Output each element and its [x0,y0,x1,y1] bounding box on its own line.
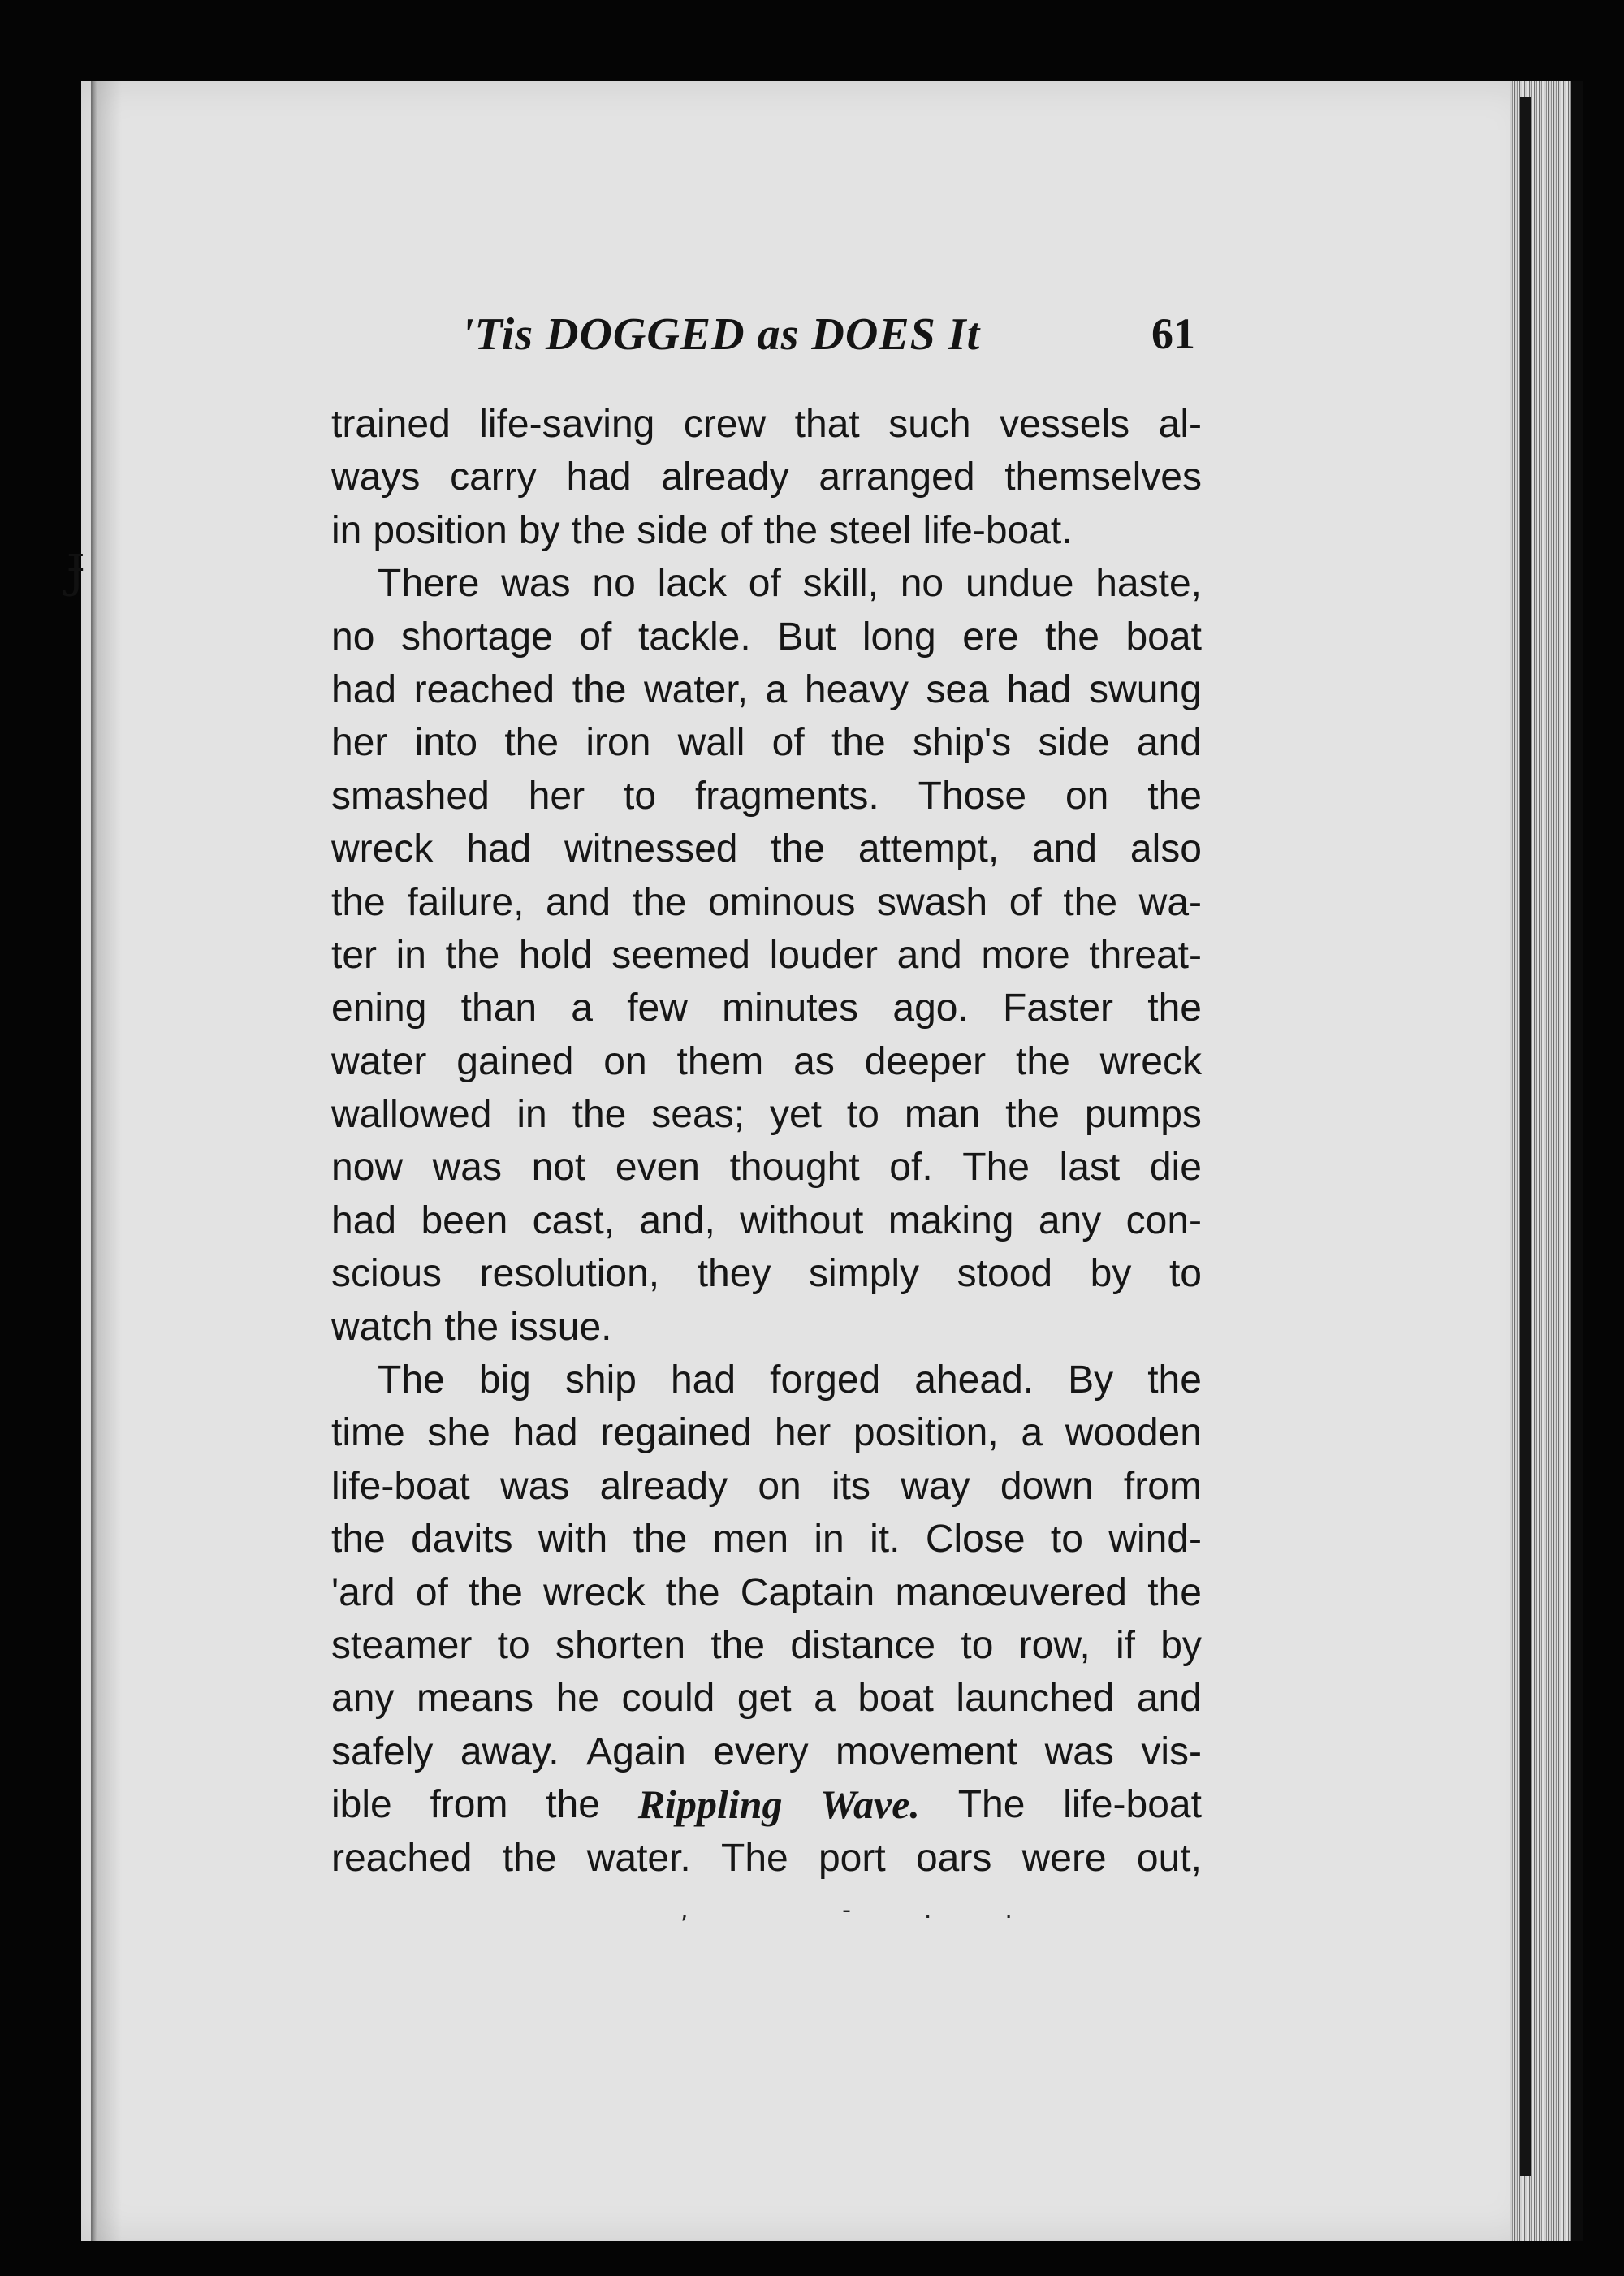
word: side [637,508,709,552]
word: skill, [802,562,879,606]
word: witnessed [564,827,738,871]
bleed-through-mark: Ɉ [67,546,85,598]
word: ship [564,1358,637,1402]
word: man [904,1093,981,1137]
word: shorten [555,1623,686,1667]
word: the [632,880,687,924]
word: into [414,721,478,765]
word: the [1005,1093,1060,1137]
word: time [331,1411,405,1455]
word: any [331,1677,395,1721]
word: the [546,1783,600,1827]
word: to [497,1623,530,1667]
word: the [444,1305,499,1349]
word: boat [1125,615,1202,659]
word: steel [829,508,912,552]
word: the [331,1518,386,1561]
word: life-saving [479,403,655,446]
word: without [740,1198,864,1242]
word: had [466,827,532,871]
word: water [331,1039,427,1083]
text-line [331,1513,1202,1566]
word: position, [853,1411,999,1455]
word: ening [331,987,427,1030]
word: were [1021,1836,1107,1880]
word: tackle. [637,615,751,659]
word: water, [643,667,749,711]
gutter-shadow [97,81,122,2241]
word: had [1006,667,1072,711]
word: no [331,615,375,659]
word: to [1050,1518,1083,1561]
word: Wave. [820,1781,920,1828]
word: in [814,1518,844,1561]
word: the [1016,1039,1070,1083]
text-line [331,1141,1202,1194]
page-header [461,309,1195,374]
left-page-edge [91,81,97,2241]
word: iron [585,721,651,765]
word: water. [586,1836,691,1880]
word: and [1032,827,1098,871]
text-line [331,1778,1202,1831]
text-line [331,1619,1202,1672]
word: regained [600,1411,753,1455]
word: the [1045,615,1099,659]
word: away. [460,1730,559,1773]
word: reached [413,667,555,711]
word: watch [331,1305,434,1349]
word: of [415,1570,448,1614]
word: a [571,987,593,1030]
word: the [763,508,818,552]
word: Again [586,1730,686,1773]
word: louder [769,933,879,977]
word: also [1129,827,1202,871]
text-line [331,1566,1202,1619]
word: the [572,667,627,711]
word: fragments. [694,774,879,818]
word: of. [889,1146,933,1190]
word: the [1147,1358,1202,1402]
word: themselves [1004,456,1202,499]
word: of [748,562,781,606]
word: al- [1158,403,1202,446]
text-line [331,1406,1202,1459]
word: By [1068,1358,1114,1402]
body-text [331,398,1202,1885]
word: side [1038,721,1110,765]
word: pumps [1084,1093,1202,1137]
word: of [579,615,612,659]
word: in [395,933,426,977]
word: from [1123,1464,1202,1508]
word: the [710,1623,766,1667]
text-line [331,770,1202,823]
word: such [888,403,971,446]
word: even [615,1146,700,1190]
word: them [676,1039,764,1083]
word: the [504,721,559,765]
word: the [1147,987,1202,1030]
word: distance [790,1623,936,1667]
word: resolution, [479,1252,660,1296]
word: the [1147,1570,1202,1614]
running-head: 'Tis DOGGED as DOES It [461,309,981,360]
word: her [774,1411,831,1455]
word: its [831,1464,871,1508]
text-line [331,451,1202,503]
text-line [331,1301,1202,1354]
word: a [765,667,788,711]
text-line [331,1672,1202,1725]
word: Rippling [637,1781,783,1828]
word: undue [965,562,1074,606]
word: sea [926,667,989,711]
word: by [518,508,560,552]
word: vis- [1141,1730,1202,1773]
text-line [331,1460,1202,1513]
word: out, [1136,1836,1202,1880]
word: ship's [912,721,1012,765]
word: that [794,403,860,446]
text-line [331,1247,1202,1300]
text-line [331,557,1202,610]
word: Close [925,1518,1026,1561]
word: life-boat. [922,508,1073,552]
word: wreck [543,1570,646,1614]
word: had [566,456,632,499]
word: could [621,1677,715,1721]
word: seemed [611,933,750,977]
word: and, [639,1198,715,1242]
word: in [516,1093,547,1137]
word: her [331,721,388,765]
word: way [901,1464,970,1508]
word: thought [729,1146,860,1190]
word: smashed [331,774,490,818]
ink-specks: , -.. [680,1896,1086,1924]
word: position [373,508,508,552]
word: ahead. [914,1358,1034,1402]
word: they [697,1252,771,1296]
word: row, [1018,1623,1091,1667]
word: reached [331,1836,473,1880]
book-spine-shadow [1520,97,1531,2176]
word: heavy [804,667,909,711]
word: life-boat [331,1464,470,1508]
word: the [633,1518,688,1561]
word: Faster [1003,987,1114,1030]
word: the [572,1093,627,1137]
word: already [599,1464,728,1508]
word: few [627,987,688,1030]
word: ominous [708,880,856,924]
word: minutes [722,987,859,1030]
word: launched [956,1677,1115,1721]
word: with [538,1518,608,1561]
word: the [331,880,386,924]
word: of [771,721,805,765]
word: seas; [651,1093,745,1137]
word: was [500,1464,570,1508]
word: lack [657,562,727,606]
text-line [331,1354,1202,1406]
word: wooden [1065,1411,1202,1455]
word: was [1044,1730,1114,1773]
word: gained [456,1039,574,1083]
word: a [814,1677,836,1721]
word: and [1136,1677,1202,1721]
word: scious [331,1252,443,1296]
word: now [331,1146,404,1190]
word: the [831,721,886,765]
word: any [1038,1198,1102,1242]
word: trained [331,403,451,446]
word: ter [331,933,378,977]
word: and [896,933,962,977]
word: on [1065,774,1109,818]
word: had [512,1411,578,1455]
text-line [331,1832,1202,1885]
word: on [603,1039,647,1083]
word: threat- [1089,933,1202,977]
word: the [771,827,826,871]
word: manœuvered [895,1570,1127,1614]
word: by [1090,1252,1132,1296]
word: to [846,1093,879,1137]
word: steamer [331,1623,473,1667]
text-line [331,663,1202,716]
text-line [331,876,1202,929]
word: cast, [532,1198,615,1242]
word: There [378,562,480,606]
word: movement [836,1730,1018,1773]
word: had [331,1198,397,1242]
word: of [1009,880,1042,924]
word: The [378,1358,445,1402]
word: the [571,508,626,552]
word: the [502,1836,557,1880]
word: by [1160,1623,1202,1667]
word: she [427,1411,490,1455]
book-spine-edge [1571,81,1583,2241]
word: yet [769,1093,822,1137]
text-line [331,1725,1202,1778]
text-line [331,823,1202,875]
word: The [721,1836,788,1880]
text-line [331,716,1202,769]
word: ere [962,615,1019,659]
word: been [421,1198,508,1242]
text-line [331,398,1202,451]
word: get [736,1677,792,1721]
word: of [719,508,753,552]
word: the [1063,880,1118,924]
word: than [460,987,538,1030]
word: attempt, [857,827,1000,871]
word: stood [957,1252,1053,1296]
page-number: 61 [1151,309,1195,358]
word: But [777,615,836,659]
text-line [331,504,1202,557]
word: shortage [400,615,553,659]
word: safely [331,1730,434,1773]
word: 'ard [331,1570,395,1614]
word: wreck [331,827,434,871]
word: port [818,1836,886,1880]
word: the [665,1570,720,1614]
word: had [670,1358,736,1402]
word: the [469,1570,523,1614]
word: oars [915,1836,992,1880]
text-line [331,1088,1202,1141]
word: no [592,562,636,606]
word: life-boat [1063,1783,1202,1827]
word: die [1149,1146,1202,1190]
word: swung [1089,667,1202,711]
word: he [555,1677,599,1721]
text-line [331,611,1202,663]
word: no [900,562,944,606]
word: vessels [1000,403,1130,446]
word: last [1059,1146,1121,1190]
word: wreck [1099,1039,1202,1083]
word: and [546,880,611,924]
word: carry [450,456,537,499]
word: wind- [1108,1518,1202,1561]
word: the [1147,774,1202,818]
word: ible [331,1783,392,1827]
word: simply [809,1252,920,1296]
word: swash [877,880,988,924]
word: big [478,1358,531,1402]
word: arranged [818,456,975,499]
word: wall [677,721,745,765]
word: more [981,933,1070,977]
word: forged [770,1358,881,1402]
word: down [1000,1464,1094,1508]
word: wa- [1138,880,1202,924]
word: a [1021,1411,1043,1455]
word: to [961,1623,994,1667]
word: failure, [407,880,525,924]
word: crew [683,403,767,446]
word: every [713,1730,809,1773]
word: to [1168,1252,1202,1296]
word: her [528,774,585,818]
word: making [888,1198,1014,1242]
text-line [331,1194,1202,1247]
word: long [862,615,936,659]
word: already [661,456,789,499]
word: as [793,1039,835,1083]
word: was [501,562,571,606]
word: haste, [1095,562,1202,606]
text-line [331,929,1202,982]
word: and [1136,721,1202,765]
word: to [623,774,657,818]
word: con- [1125,1198,1202,1242]
word: the [445,933,500,977]
word: Captain [740,1570,875,1614]
word: from [430,1783,508,1827]
text-line [331,1035,1202,1088]
word: The [962,1146,1030,1190]
word: ago. [892,987,969,1030]
word: hold [518,933,593,977]
word: deeper [864,1039,987,1083]
word: on [758,1464,801,1508]
word: boat [857,1677,934,1721]
word: had [331,667,397,711]
word: if [1115,1623,1135,1667]
word: means [416,1677,534,1721]
word: issue. [510,1305,612,1349]
word: was [432,1146,502,1190]
word: it. [870,1518,901,1561]
word: men [712,1518,789,1561]
word: Those [918,774,1027,818]
word: in [331,508,362,552]
text-line [331,982,1202,1034]
word: ways [331,456,421,499]
word: davits [411,1518,513,1561]
word: wallowed [331,1093,492,1137]
word: not [531,1146,586,1190]
word: The [957,1783,1026,1827]
